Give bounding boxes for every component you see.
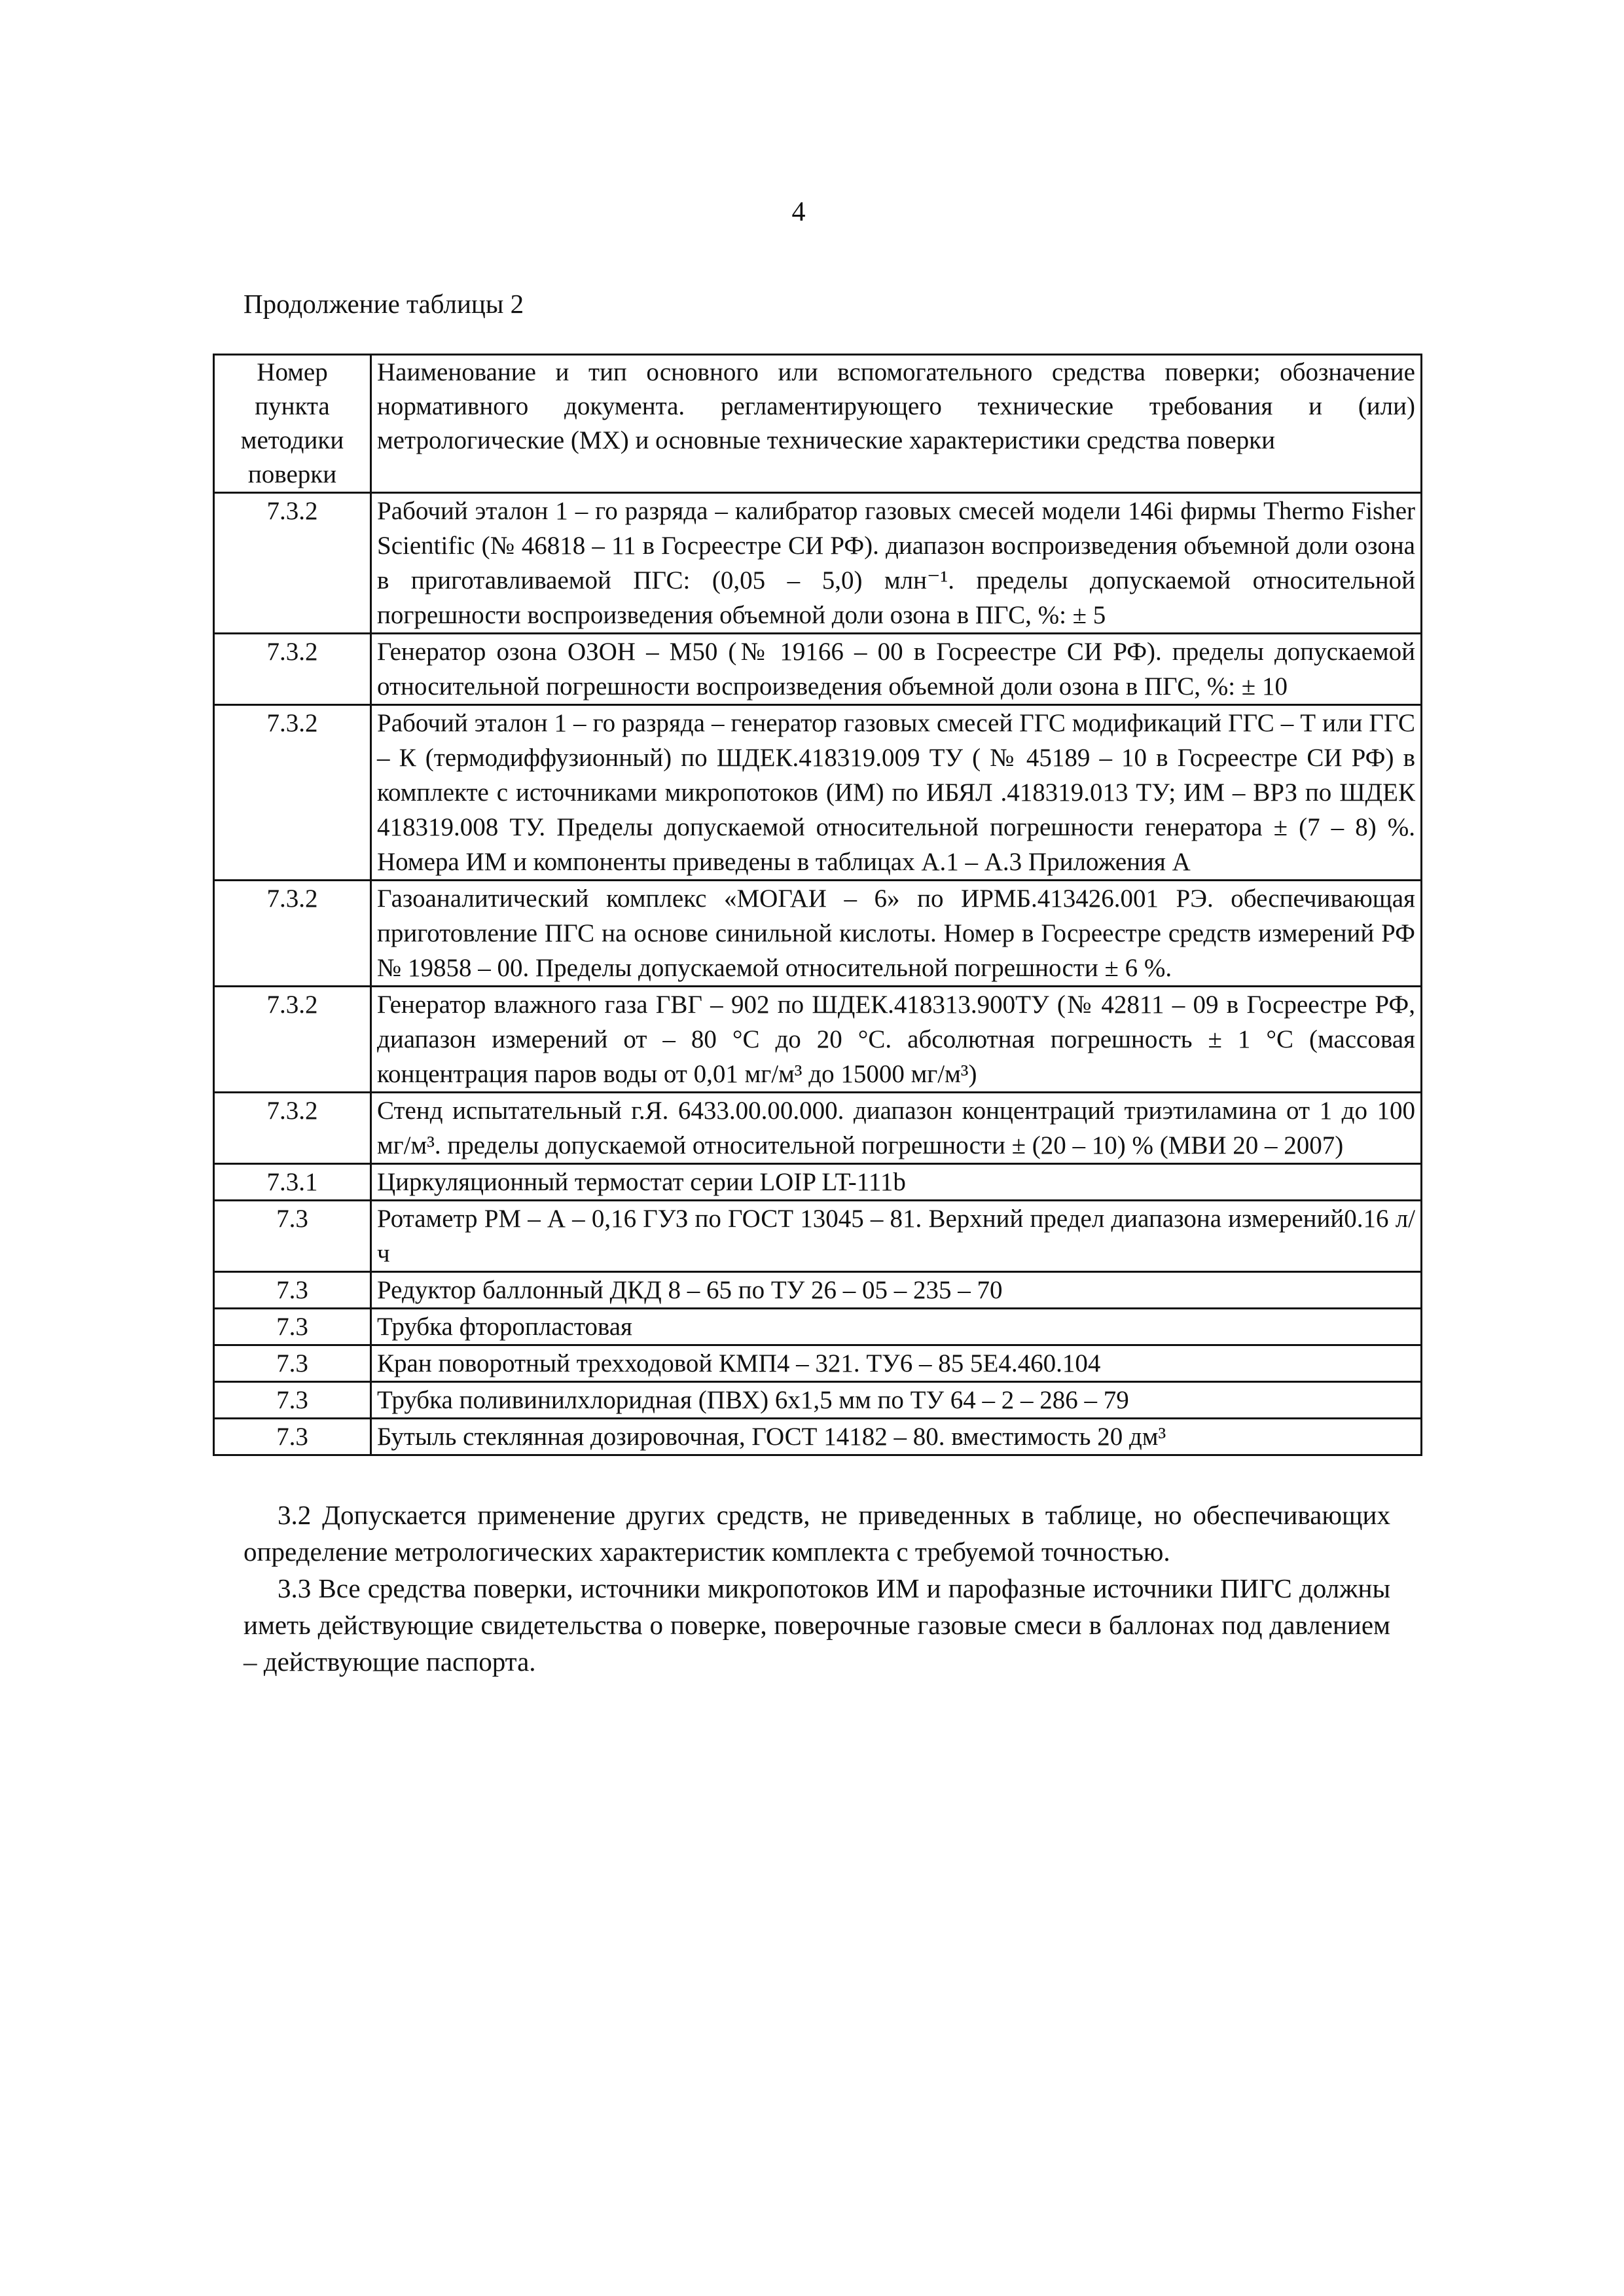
table-row (214, 1093, 1422, 1164)
row-tool-description: Ротаметр РМ – А – 0,16 ГУЗ по ГОСТ 13045 – 81. Верхний предел диапазона измерений0.16 л/ч (371, 1201, 1422, 1272)
row-item-number: 7.3.2 (214, 493, 371, 634)
paragraph-text: 3.2 Допускается применение других средств, не приведенных в таблице, но обеспечивающих определение метрологических характеристик комплекта с требуемой точностью. (244, 1500, 1390, 1567)
table-row (214, 1382, 1422, 1419)
row-tool-description: Рабочий эталон 1 – го разряда – калибратор газовых смесей модели 146i фирмы Thermo Fisher Scientific (№ 46818 – 11 в Госреестре СИ РФ). диапазон воспроизведения объемной доли озона в приготавливаемой ПГС: (0,05 – 5,0) млн⁻¹. пределы допускаемой относительной погрешности воспроизведения объемной доли озона в ПГС, %: ± 5 (371, 493, 1422, 634)
row-tool-description: Рабочий эталон 1 – го разряда – генератор газовых смесей ГГС модификаций ГГС – Т или ГГС – К (термодиффузионный) по ШДЕК.418319.009 ТУ ( № 45189 – 10 в Госреестре СИ РФ) в комплекте с источниками микропотоков (ИМ) по ИБЯЛ .418319.013 ТУ; ИМ – ВРЗ по ШДЕК 418319.008 ТУ. Пределы допускаемой относительной погрешности генератора ± (7 – 8) %. Номера ИМ и компоненты приведены в таблицах А.1 – А.3 Приложения А (371, 705, 1422, 881)
table-row (214, 1345, 1422, 1382)
row-tool-description: Генератор влажного газа ГВГ – 902 по ШДЕК.418313.900ТУ (№ 42811 – 09 в Госреестре РФ, диапазон измерений от – 80 °С до 20 °С. абсолютная погрешность ± 1 °С (массовая концентрация паров воды от 0,01 мг/м³ до 15000 мг/м³) (371, 987, 1422, 1093)
table-body (214, 493, 1422, 1455)
paragraph-text: 3.3 Все средства поверки, источники микропотоков ИМ и парофазные источники ПИГС должны иметь действующие свидетельства о поверке, поверочные газовые смеси в баллонах под давлением – действующие паспорта. (244, 1573, 1390, 1677)
row-item-number: 7.3.1 (214, 1164, 371, 1201)
row-tool-description: Трубка поливинилхлоридная (ПВХ) 6х1,5 мм по ТУ 64 – 2 – 286 – 79 (371, 1382, 1422, 1419)
table-row (214, 705, 1422, 881)
row-item-number: 7.3 (214, 1272, 371, 1309)
row-tool-description: Редуктор баллонный ДКД 8 – 65 по ТУ 26 – 05 – 235 – 70 (371, 1272, 1422, 1309)
row-tool-description: Трубка фторопластовая (371, 1309, 1422, 1345)
row-tool-description: Циркуляционный термостат серии LOIP LT-111b (371, 1164, 1422, 1201)
row-item-number: 7.3 (214, 1345, 371, 1382)
table-row (214, 493, 1422, 634)
row-tool-description: Генератор озона ОЗОН – М50 (№ 19166 – 00 в Госреестре СИ РФ). пределы допускаемой относительной погрешности воспроизведения объемной доли озона в ПГС, %: ± 10 (371, 634, 1422, 705)
row-item-number: 7.3 (214, 1201, 371, 1272)
verification-tools-table (213, 354, 1422, 1456)
table-row (214, 987, 1422, 1093)
page-number: 4 (791, 197, 806, 227)
row-item-number: 7.3.2 (214, 705, 371, 881)
row-tool-description: Кран поворотный трехходовой КМП4 – 321. ТУ6 – 85 5Е4.460.104 (371, 1345, 1422, 1382)
row-tool-description: Газоаналитический комплекс «МОГАИ – 6» по ИРМБ.413426.001 РЭ. обеспечивающая приготовление ПГС на основе синильной кислоты. Номер в Госреестре средств измерений РФ № 19858 – 00. Пределы допускаемой относительной погрешности ± 6 %. (371, 881, 1422, 987)
row-item-number: 7.3.2 (214, 1093, 371, 1164)
table-caption: Продолжение таблицы 2 (244, 289, 524, 319)
row-item-number: 7.3 (214, 1382, 371, 1419)
paragraph-3-3 (244, 1570, 1390, 1680)
table-row (214, 1164, 1422, 1201)
row-tool-description: Бутыль стеклянная дозировочная, ГОСТ 14182 – 80. вместимость 20 дм³ (371, 1419, 1422, 1455)
table-row (214, 1419, 1422, 1455)
header-tool-description: Наименование и тип основного или вспомогательного средства поверки; обозначение нормативного документа. регламентирующего технические требования и (или) метрологические (МХ) и основные технические характеристики средства поверки (371, 355, 1422, 493)
row-item-number: 7.3.2 (214, 987, 371, 1093)
row-item-number: 7.3 (214, 1309, 371, 1345)
table-row (214, 881, 1422, 987)
paragraph-3-2 (244, 1497, 1390, 1570)
row-item-number: 7.3.2 (214, 881, 371, 987)
table-row (214, 1272, 1422, 1309)
row-item-number: 7.3 (214, 1419, 371, 1455)
row-item-number: 7.3.2 (214, 634, 371, 705)
table-header-row (214, 355, 1422, 493)
table-row (214, 1201, 1422, 1272)
row-tool-description: Стенд испытательный г.Я. 6433.00.00.000. диапазон концентраций триэтиламина от 1 до 100 мг/м³. пределы допускаемой относительной погрешности ± (20 – 10) % (МВИ 20 – 2007) (371, 1093, 1422, 1164)
table-row (214, 1309, 1422, 1345)
header-item-number: Номер пункта методики поверки (214, 355, 371, 493)
table-row (214, 634, 1422, 705)
